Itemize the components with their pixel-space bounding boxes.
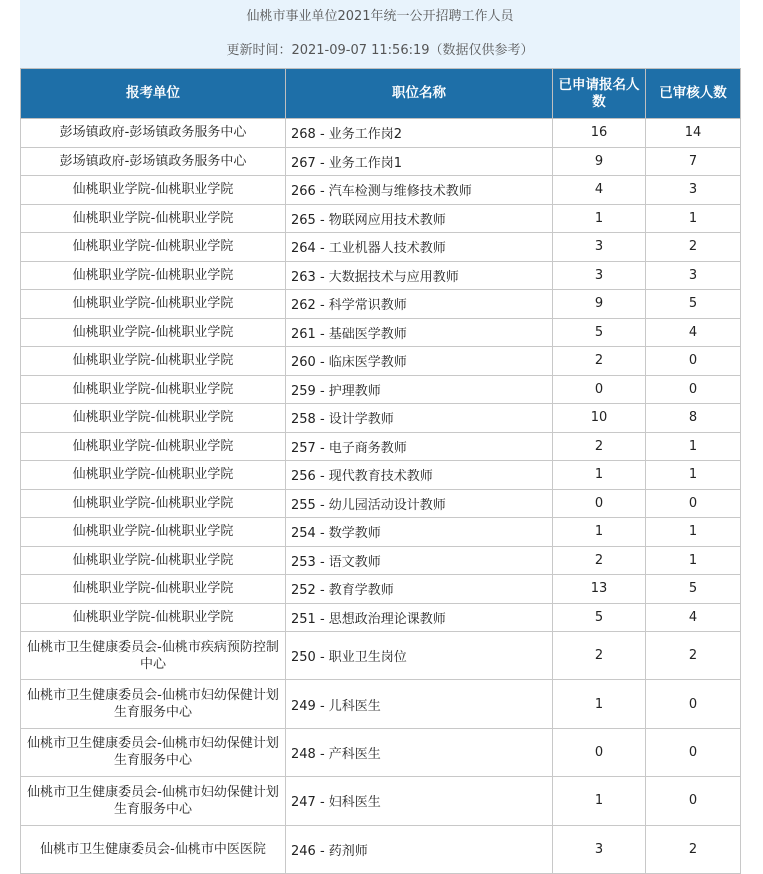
table-body <box>21 119 741 874</box>
cell-applied: 3 <box>553 233 646 262</box>
cell-position: 252 - 教育学教师 <box>286 575 553 604</box>
cell-position: 264 - 工业机器人技术教师 <box>286 233 553 262</box>
cell-unit: 仙桃职业学院-仙桃职业学院 <box>21 546 286 575</box>
cell-approved: 2 <box>646 233 741 262</box>
cell-unit: 仙桃市卫生健康委员会-仙桃市妇幼保健计划生育服务中心 <box>21 777 286 825</box>
cell-unit: 仙桃职业学院-仙桃职业学院 <box>21 375 286 404</box>
table-row <box>21 261 741 290</box>
cell-applied: 1 <box>553 204 646 233</box>
cell-applied: 5 <box>553 318 646 347</box>
update-time: 更新时间：2021-09-07 11:56:19（数据仅供参考） <box>226 43 534 58</box>
cell-unit: 仙桃市卫生健康委员会-仙桃市疾病预防控制中心 <box>21 632 286 680</box>
cell-applied: 0 <box>553 489 646 518</box>
table-header-row <box>21 69 741 119</box>
cell-applied: 4 <box>553 176 646 205</box>
header-applied: 已申请报名人数 <box>553 69 646 119</box>
cell-unit: 仙桃职业学院-仙桃职业学院 <box>21 404 286 433</box>
cell-approved: 4 <box>646 318 741 347</box>
cell-unit: 仙桃职业学院-仙桃职业学院 <box>21 176 286 205</box>
cell-applied: 3 <box>553 261 646 290</box>
cell-applied: 5 <box>553 603 646 632</box>
cell-approved: 1 <box>646 461 741 490</box>
cell-applied: 2 <box>553 546 646 575</box>
header-approved: 已审核人数 <box>646 69 741 119</box>
cell-approved: 0 <box>646 347 741 376</box>
cell-unit: 仙桃职业学院-仙桃职业学院 <box>21 233 286 262</box>
cell-applied: 0 <box>553 375 646 404</box>
cell-approved: 8 <box>646 404 741 433</box>
cell-position: 258 - 设计学教师 <box>286 404 553 433</box>
cell-unit: 仙桃职业学院-仙桃职业学院 <box>21 290 286 319</box>
cell-approved: 0 <box>646 680 741 728</box>
cell-unit: 仙桃职业学院-仙桃职业学院 <box>21 318 286 347</box>
cell-position: 268 - 业务工作岗2 <box>286 119 553 148</box>
cell-position: 265 - 物联网应用技术教师 <box>286 204 553 233</box>
table-row <box>21 603 741 632</box>
cell-approved: 2 <box>646 632 741 680</box>
cell-position: 247 - 妇科医生 <box>286 777 553 825</box>
table-row <box>21 728 741 776</box>
cell-position: 253 - 语文教师 <box>286 546 553 575</box>
cell-applied: 9 <box>553 290 646 319</box>
cell-applied: 1 <box>553 680 646 728</box>
table-row <box>21 318 741 347</box>
cell-unit: 仙桃职业学院-仙桃职业学院 <box>21 347 286 376</box>
cell-approved: 0 <box>646 728 741 776</box>
cell-position: 263 - 大数据技术与应用教师 <box>286 261 553 290</box>
cell-position: 266 - 汽车检测与维修技术教师 <box>286 176 553 205</box>
page-container <box>20 0 740 874</box>
table-row <box>21 680 741 728</box>
table-row <box>21 347 741 376</box>
cell-position: 255 - 幼儿园活动设计教师 <box>286 489 553 518</box>
table-row <box>21 825 741 873</box>
cell-approved: 5 <box>646 575 741 604</box>
cell-position: 246 - 药剂师 <box>286 825 553 873</box>
cell-applied: 3 <box>553 825 646 873</box>
cell-approved: 1 <box>646 204 741 233</box>
table-row <box>21 632 741 680</box>
cell-applied: 2 <box>553 432 646 461</box>
cell-applied: 10 <box>553 404 646 433</box>
table-row <box>21 204 741 233</box>
cell-unit: 仙桃市卫生健康委员会-仙桃市妇幼保健计划生育服务中心 <box>21 680 286 728</box>
cell-approved: 2 <box>646 825 741 873</box>
table-row <box>21 432 741 461</box>
cell-unit: 仙桃市卫生健康委员会-仙桃市妇幼保健计划生育服务中心 <box>21 728 286 776</box>
cell-position: 257 - 电子商务教师 <box>286 432 553 461</box>
registration-table <box>20 68 741 874</box>
cell-unit: 仙桃职业学院-仙桃职业学院 <box>21 518 286 547</box>
cell-unit: 仙桃职业学院-仙桃职业学院 <box>21 461 286 490</box>
cell-applied: 13 <box>553 575 646 604</box>
table-row <box>21 375 741 404</box>
cell-approved: 4 <box>646 603 741 632</box>
cell-position: 260 - 临床医学教师 <box>286 347 553 376</box>
table-row <box>21 290 741 319</box>
header-position: 职位名称 <box>286 69 553 119</box>
cell-unit: 彭场镇政府-彭场镇政务服务中心 <box>21 147 286 176</box>
cell-position: 259 - 护理教师 <box>286 375 553 404</box>
cell-applied: 2 <box>553 632 646 680</box>
page-title: 仙桃市事业单位2021年统一公开招聘工作人员 <box>246 9 514 24</box>
cell-applied: 9 <box>553 147 646 176</box>
cell-approved: 0 <box>646 777 741 825</box>
cell-approved: 7 <box>646 147 741 176</box>
cell-position: 254 - 数学教师 <box>286 518 553 547</box>
cell-approved: 1 <box>646 432 741 461</box>
cell-unit: 彭场镇政府-彭场镇政务服务中心 <box>21 119 286 148</box>
cell-approved: 0 <box>646 375 741 404</box>
table-row <box>21 461 741 490</box>
cell-position: 267 - 业务工作岗1 <box>286 147 553 176</box>
table-row <box>21 546 741 575</box>
cell-applied: 1 <box>553 461 646 490</box>
cell-unit: 仙桃职业学院-仙桃职业学院 <box>21 603 286 632</box>
cell-approved: 14 <box>646 119 741 148</box>
table-row <box>21 176 741 205</box>
cell-applied: 1 <box>553 518 646 547</box>
cell-position: 251 - 思想政治理论课教师 <box>286 603 553 632</box>
cell-unit: 仙桃职业学院-仙桃职业学院 <box>21 204 286 233</box>
header-unit: 报考单位 <box>21 69 286 119</box>
table-caption <box>20 0 740 68</box>
cell-position: 248 - 产科医生 <box>286 728 553 776</box>
cell-position: 256 - 现代教育技术教师 <box>286 461 553 490</box>
cell-applied: 1 <box>553 777 646 825</box>
cell-position: 262 - 科学常识教师 <box>286 290 553 319</box>
cell-approved: 1 <box>646 546 741 575</box>
table-row <box>21 119 741 148</box>
cell-position: 249 - 儿科医生 <box>286 680 553 728</box>
cell-unit: 仙桃市卫生健康委员会-仙桃市中医医院 <box>21 825 286 873</box>
cell-approved: 0 <box>646 489 741 518</box>
cell-position: 250 - 职业卫生岗位 <box>286 632 553 680</box>
table-row <box>21 777 741 825</box>
cell-unit: 仙桃职业学院-仙桃职业学院 <box>21 261 286 290</box>
cell-approved: 3 <box>646 261 741 290</box>
table-row <box>21 233 741 262</box>
cell-applied: 16 <box>553 119 646 148</box>
cell-approved: 5 <box>646 290 741 319</box>
cell-approved: 1 <box>646 518 741 547</box>
cell-unit: 仙桃职业学院-仙桃职业学院 <box>21 432 286 461</box>
cell-applied: 2 <box>553 347 646 376</box>
table-row <box>21 489 741 518</box>
table-row <box>21 518 741 547</box>
table-row <box>21 147 741 176</box>
cell-unit: 仙桃职业学院-仙桃职业学院 <box>21 575 286 604</box>
cell-position: 261 - 基础医学教师 <box>286 318 553 347</box>
cell-unit: 仙桃职业学院-仙桃职业学院 <box>21 489 286 518</box>
cell-approved: 3 <box>646 176 741 205</box>
cell-applied: 0 <box>553 728 646 776</box>
table-row <box>21 575 741 604</box>
table-row <box>21 404 741 433</box>
